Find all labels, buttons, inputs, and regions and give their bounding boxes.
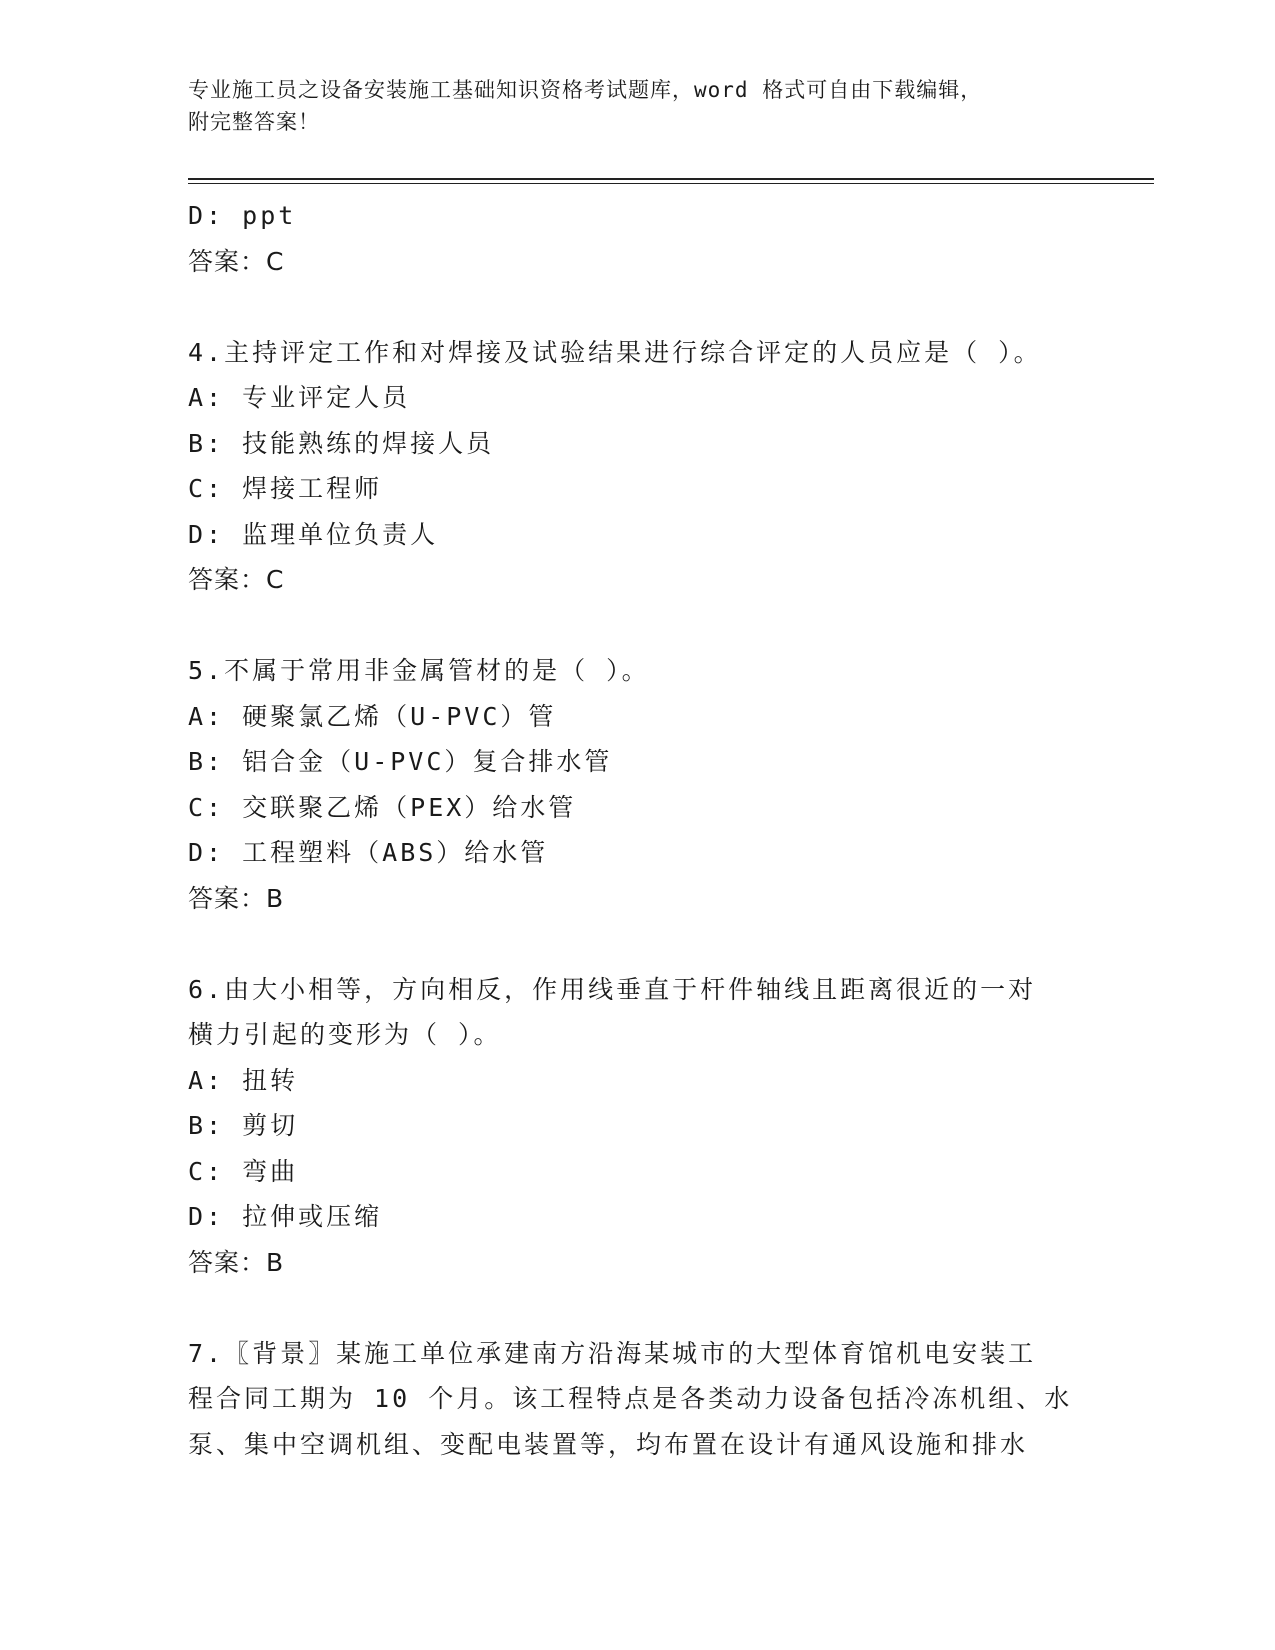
option-d: D: ppt [188, 201, 297, 230]
header-divider-thin [188, 183, 1154, 184]
document-body [188, 193, 1088, 1467]
question-5 [188, 648, 1088, 921]
option-a: A: 扭转 [188, 1065, 299, 1095]
header-divider-thick [188, 178, 1154, 180]
spacer [188, 284, 1088, 330]
question-stem: 5.不属于常用非金属管材的是（ ）。 [188, 656, 650, 685]
question-stem-line-1: 7.〖背景〗某施工单位承建南方沿海某城市的大型体育馆机电安装工 [188, 1338, 1037, 1368]
option-c: C: 弯曲 [188, 1156, 299, 1186]
question-stem-line-2: 程合同工期为 10 个月。该工程特点是各类动力设备包括冷冻机组、水 [188, 1384, 1073, 1413]
option-d: D: 拉伸或压缩 [188, 1202, 383, 1231]
question-4 [188, 330, 1088, 603]
spacer [188, 603, 1088, 649]
question-stem-line-1: 6.由大小相等，方向相反，作用线垂直于杆件轴线且距离很近的一对 [188, 974, 1037, 1004]
question-7 [188, 1331, 1088, 1468]
answer: 答案：B [188, 1247, 285, 1277]
option-b: B: 技能熟练的焊接人员 [188, 428, 495, 458]
option-d: D: 工程塑料（ABS）给水管 [188, 838, 549, 867]
option-b: B: 剪切 [188, 1111, 299, 1140]
answer: 答案：C [188, 565, 285, 594]
question-6 [188, 967, 1088, 1286]
option-b: B: 铝合金（U-PVC）复合排水管 [188, 747, 613, 776]
option-c: C: 焊接工程师 [188, 474, 383, 503]
option-a: A: 硬聚氯乙烯（U-PVC）管 [188, 701, 557, 731]
question-stem-line-3: 泵、集中空调机组、变配电装置等，均布置在设计有通风设施和排水 [188, 1429, 1029, 1459]
header-line-1: 专业施工员之设备安装施工基础知识资格考试题库，word 格式可自由下载编辑， [188, 78, 983, 102]
question-stem: 4.主持评定工作和对焊接及试验结果进行综合评定的人员应是（ ）。 [188, 337, 1042, 367]
spacer [188, 921, 1088, 967]
option-a: A: 专业评定人员 [188, 383, 411, 412]
question-stem-line-2: 横力引起的变形为（ ）。 [188, 1020, 502, 1049]
document-header [188, 74, 1068, 138]
question-3-tail [188, 193, 1088, 284]
answer: 答案：C [188, 246, 285, 276]
answer: 答案：B [188, 883, 285, 913]
spacer [188, 1285, 1088, 1331]
option-d: D: 监理单位负责人 [188, 519, 439, 549]
option-c: C: 交联聚乙烯（PEX）给水管 [188, 792, 577, 822]
header-line-2: 附完整答案！ [188, 110, 320, 134]
